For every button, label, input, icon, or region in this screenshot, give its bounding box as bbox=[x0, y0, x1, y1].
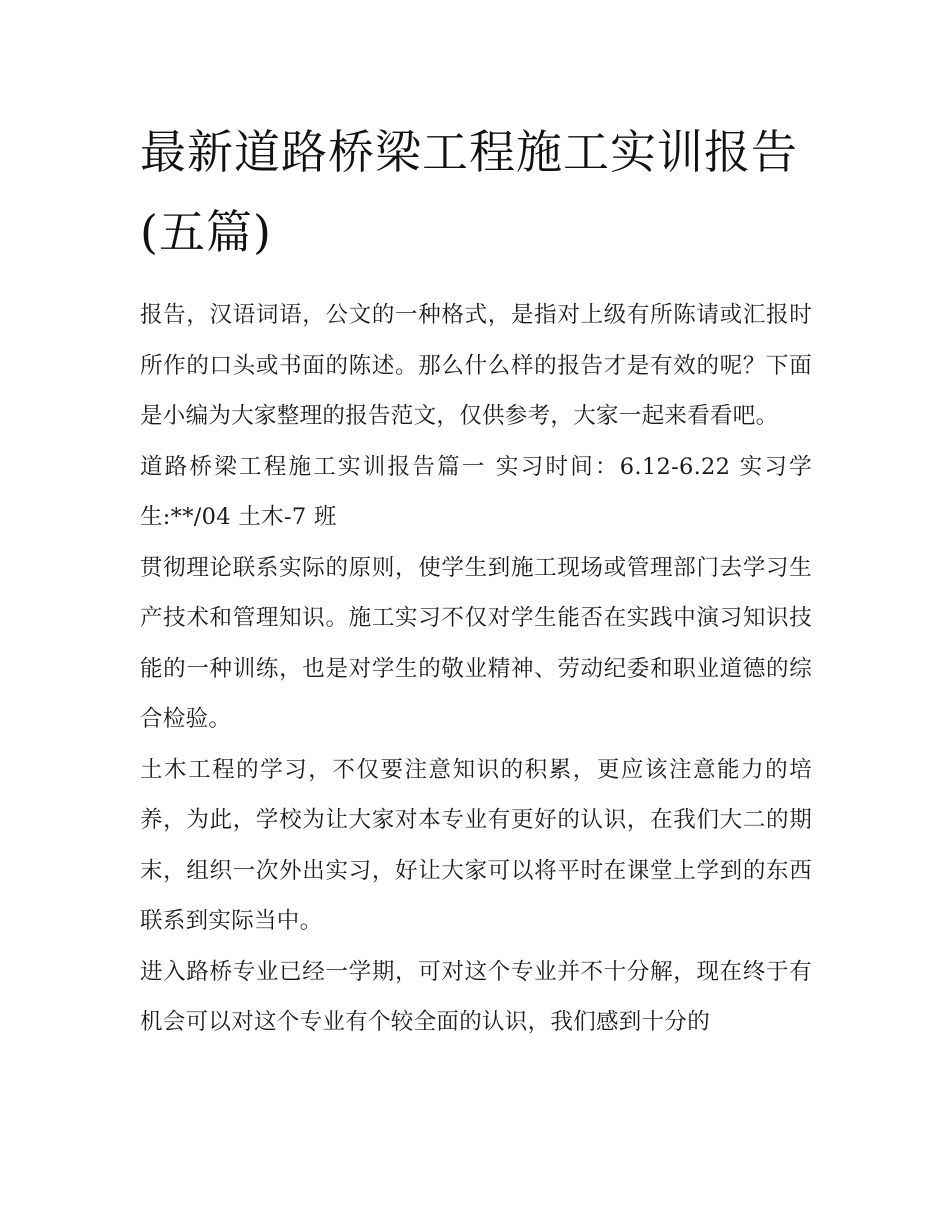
body-paragraph: 土木工程的学习，不仅要注意知识的积累，更应该注意能力的培养，为此，学校为让大家对本专业有更好的认识，在我们大二的期末，组织一次外出实习，好让大家可以将平时在课堂上学到的东西联系到实际当中。 bbox=[140, 756, 812, 934]
intro-paragraph: 报告，汉语词语，公文的一种格式，是指对上级有所陈请或汇报时所作的口头或书面的陈述。那么什么样的报告才是有效的呢？下面是小编为大家整理的报告范文，仅供参考，大家一起来看看吧。 bbox=[140, 302, 812, 429]
body-paragraph: 进入路桥专业已经一学期，可对这个专业并不十分解，现在终于有机会可以对这个专业有个较全面的认识，我们感到十分的 bbox=[140, 958, 812, 1035]
body-paragraph: 贯彻理论联系实际的原则，使学生到施工现场或管理部门去学习生产技术和管理知识。施工实习不仅对学生能否在实践中演习知识技能的一种训练，也是对学生的敬业精神、劳动纪委和职业道德的综合检验。 bbox=[140, 554, 812, 732]
document-body bbox=[140, 112, 812, 1048]
document-title: 最新道路桥梁工程施工实训报告(五篇) bbox=[140, 125, 798, 259]
section-heading-paragraph: 道路桥梁工程施工实训报告篇一 实习时间：6.12-6.22 实习学生:**/04 土木-7 班 bbox=[140, 453, 812, 530]
